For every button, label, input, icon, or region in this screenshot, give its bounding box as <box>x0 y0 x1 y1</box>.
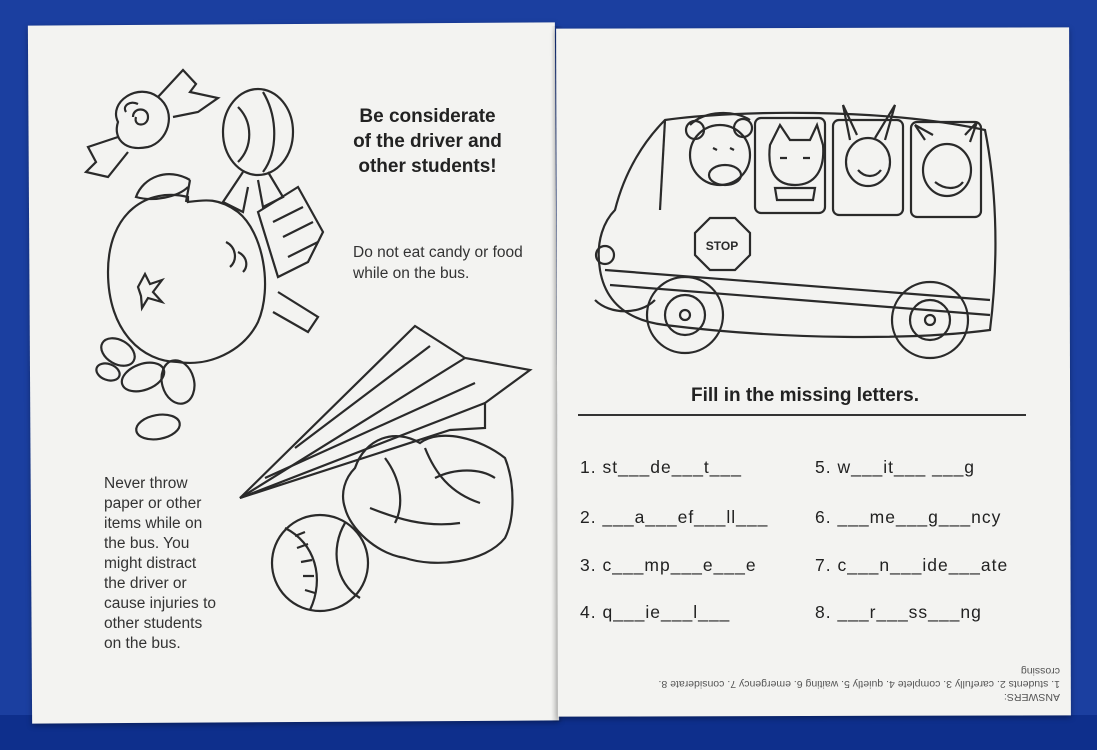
throw-line: items while on <box>104 515 203 532</box>
candy-instruction: Do not eat candy or food while on the bus. <box>353 244 523 282</box>
puzzle-item: 4. q___ie___l___ <box>580 602 731 622</box>
puzzle-item: 2. ___a___ef___ll___ <box>580 507 769 527</box>
answers-key <box>620 664 1060 703</box>
throw-line: cause injuries to <box>104 595 217 612</box>
heading-line: of the driver and <box>353 131 502 152</box>
puzzle-item: 7. c___n___ide___ate <box>815 555 1009 575</box>
answers-text: 1. students 2. carefully 3. complete 4. quietly 5. waiting 6. emergency 7. considerate 8. crossing <box>658 665 1060 690</box>
school-bus-illustration <box>585 100 1005 370</box>
puzzle-item: 8. ___r___ss___ng <box>815 602 982 622</box>
answers-label: ANSWERS: <box>1003 691 1060 703</box>
divider <box>578 414 1026 416</box>
stop-sign-label: STOP <box>705 239 739 253</box>
fill-in-title: Fill in the missing letters. <box>690 385 920 406</box>
heading-line: other students! <box>358 156 497 177</box>
throw-line: the driver or <box>104 575 187 592</box>
throw-line: the bus. You <box>104 535 190 552</box>
throw-line: other students <box>104 615 203 632</box>
throw-line: might distract <box>104 555 197 572</box>
puzzle-item: 3. c___mp___e___e <box>580 555 757 575</box>
throw-line: Never throw <box>104 475 188 492</box>
paper-plane-illustration <box>235 318 535 628</box>
puzzle-item: 6. ___me___g___ncy <box>815 507 1002 527</box>
puzzle-item: 1. st___de___t___ <box>580 457 742 477</box>
throw-instruction <box>104 474 254 654</box>
page-heading <box>330 104 525 179</box>
puzzle-item: 5. w___it___ ___g <box>815 457 976 477</box>
throw-line: paper or other <box>104 495 202 512</box>
throw-line: on the bus. <box>104 635 181 652</box>
heading-line: Be considerate <box>359 106 496 127</box>
